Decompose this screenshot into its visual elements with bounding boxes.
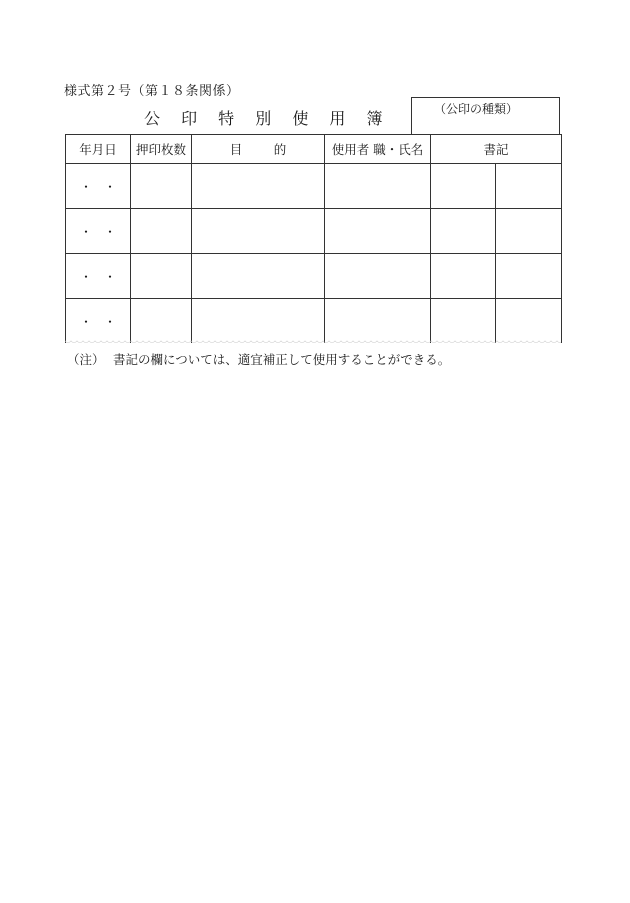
stamp-count-cell	[131, 164, 192, 209]
date-placeholder: ・ ・	[79, 314, 116, 329]
footnote	[67, 350, 450, 368]
purpose-cell	[192, 299, 325, 344]
user-cell	[325, 254, 431, 299]
date-cell	[66, 254, 131, 299]
date-cell	[66, 209, 131, 254]
notes-cell-left	[431, 164, 496, 209]
purpose-cell	[192, 254, 325, 299]
column-header-purpose	[192, 135, 325, 164]
stamp-count-cell	[131, 209, 192, 254]
table-continuation-edge	[65, 340, 561, 346]
notes-cell-right	[496, 164, 562, 209]
date-placeholder: ・ ・	[79, 224, 116, 239]
notes-cell-right	[496, 254, 562, 299]
form-number: 様式第２号（第１８条関係）	[64, 84, 240, 99]
column-header-user: 使用者 職・氏名	[325, 135, 431, 164]
date-placeholder: ・ ・	[79, 179, 116, 194]
document-title: 公 印 特 別 使 用 簿	[144, 109, 391, 128]
purpose-header-left: 目	[229, 142, 243, 157]
footnote-text: 書記の欄については、適宜補正して使用することができる。	[113, 352, 451, 367]
table-header-row	[66, 135, 562, 164]
date-cell	[66, 164, 131, 209]
table-row	[66, 209, 562, 254]
footnote-label: （注）	[67, 352, 105, 367]
notes-cell-left	[431, 254, 496, 299]
notes-cell-left	[431, 209, 496, 254]
user-cell	[325, 299, 431, 344]
seal-type-box	[411, 97, 560, 134]
table-row	[66, 299, 562, 344]
purpose-cell	[192, 209, 325, 254]
column-header-notes: 書記	[431, 135, 562, 164]
seal-type-label: （公印の種類）	[434, 102, 519, 116]
column-header-date: 年月日	[66, 135, 131, 164]
purpose-header-right: 的	[273, 142, 287, 157]
notes-cell-left	[431, 299, 496, 344]
notes-cell-right	[496, 209, 562, 254]
table-row	[66, 164, 562, 209]
user-cell	[325, 209, 431, 254]
purpose-cell	[192, 164, 325, 209]
column-header-stamp-count: 押印枚数	[131, 135, 192, 164]
date-cell	[66, 299, 131, 344]
notes-cell-right	[496, 299, 562, 344]
table-row	[66, 254, 562, 299]
date-placeholder: ・ ・	[79, 269, 116, 284]
seal-usage-ledger-table	[65, 134, 562, 343]
stamp-count-cell	[131, 254, 192, 299]
user-cell	[325, 164, 431, 209]
stamp-count-cell	[131, 299, 192, 344]
